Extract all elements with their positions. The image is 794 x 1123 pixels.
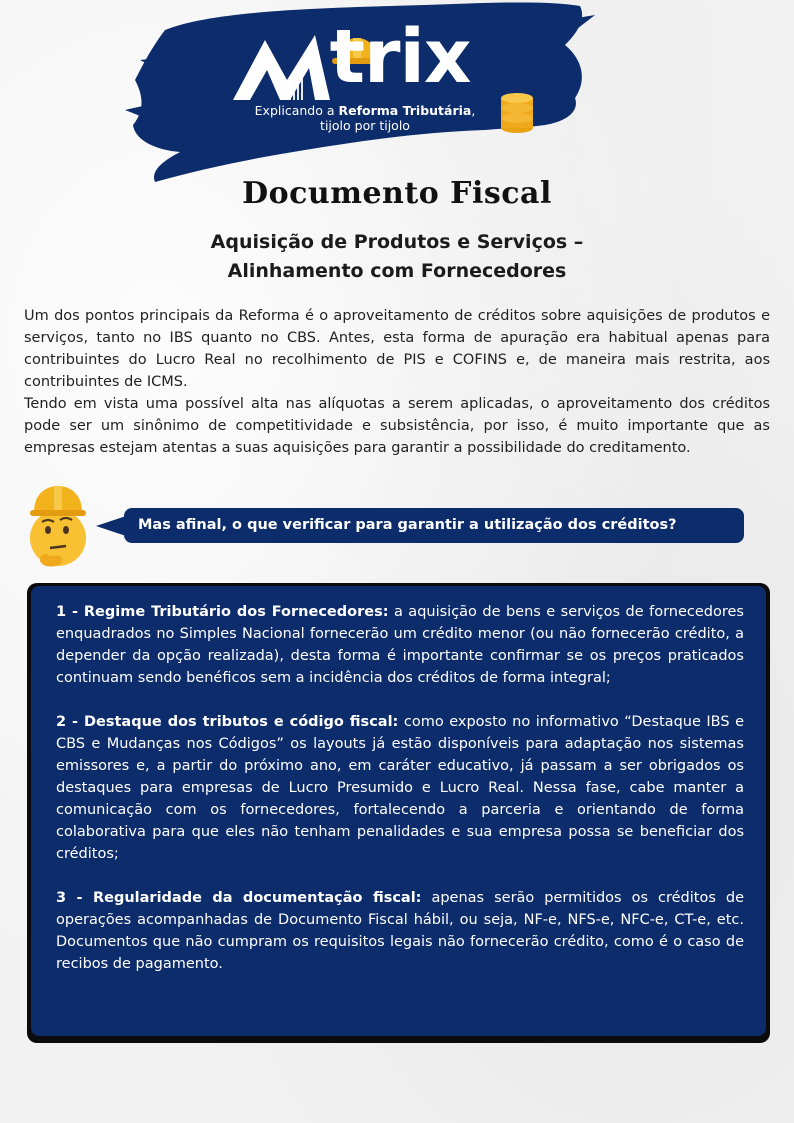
- subtitle-line-2: Alinhamento com Fornecedores: [227, 260, 567, 282]
- coin-stack-icon: [501, 93, 533, 133]
- intro-text: [24, 305, 770, 459]
- matrix-logo: [125, 0, 595, 185]
- info-box-content: [56, 601, 744, 997]
- callout-tail: [96, 516, 126, 536]
- subtitle-line-1: Aquisição de Produtos e Serviços –: [210, 231, 584, 253]
- item-3: [56, 887, 744, 975]
- item-2-heading: 2 - Destaque dos tributos e código fiscal:: [56, 714, 399, 730]
- item-2-text: como exposto no informativo “Destaque IBS e CBS e Mudanças nos Códigos” os layouts já estão disponíveis para adaptação nos sistemas emissores e, a partir do próximo ano, em caráter educativo, já passam a ser obrigados os destaques para empresas de Lucro Presumido e Lucro Real. Nessa fase, cabe manter a comunicação com os fornecedores, fortalecendo a parceria e orientando de forma colaborativa para que eles não tenham penalidades e sua empresa possa se beneficiar dos créditos;: [56, 714, 744, 862]
- intro-paragraph-1: Um dos pontos principais da Reforma é o aproveitamento de créditos sobre aquisições de produtos e serviços, tanto no IBS quanto no CBS. Antes, esta forma de apuração era habitual apenas para contribuintes do Lucro Real no recolhimento de PIS e COFINS e, de maneira mais restrita, aos contribuintes de ICMS.: [24, 308, 770, 390]
- question-callout: [124, 508, 744, 543]
- intro-paragraph-2: Tendo em vista uma possível alta nas alíquotas a serem aplicadas, o aproveitamento dos créditos pode ser um sinônimo de competitividade e subsistência, por isso, é muito importante que as empresas estejam atentas a suas aquisições para garantir a possibilidade do creditamento.: [24, 396, 770, 456]
- subtitle: [0, 228, 794, 286]
- logo-wordmark: trix: [329, 14, 471, 100]
- thinking-face-helmet-icon: [26, 482, 96, 572]
- item-2: [56, 711, 744, 865]
- info-box: [31, 586, 766, 1036]
- page-title: Documento Fiscal: [242, 176, 552, 211]
- logo-tagline: Explicando a Reforma Tributária, tijolo por tijolo: [254, 103, 476, 133]
- item-3-heading: 3 - Regularidade da documentação fiscal:: [56, 890, 422, 906]
- item-1-heading: 1 - Regime Tributário dos Fornecedores:: [56, 604, 389, 620]
- item-1: [56, 601, 744, 689]
- callout-question: Mas afinal, o que verificar para garantir a utilização dos créditos?: [138, 517, 677, 533]
- item-1-text: a aquisição de bens e serviços de fornecedores enquadrados no Simples Nacional fornecerão um crédito menor (ou não fornecerão crédito, a depender da opção realizada), desta forma é importante confirmar se os preços praticados continuam sendo benéficos sem a incidência dos créditos de forma integral;: [56, 604, 744, 686]
- item-3-text: apenas serão permitidos os créditos de operações acompanhadas de Documento Fiscal hábil, ou seja, NF-e, NFS-e, NFC-e, CT-e, etc. Documentos que não cumpram os requisitos legais não fornecerão crédito, como é o caso de recibos de pagamento.: [56, 890, 745, 972]
